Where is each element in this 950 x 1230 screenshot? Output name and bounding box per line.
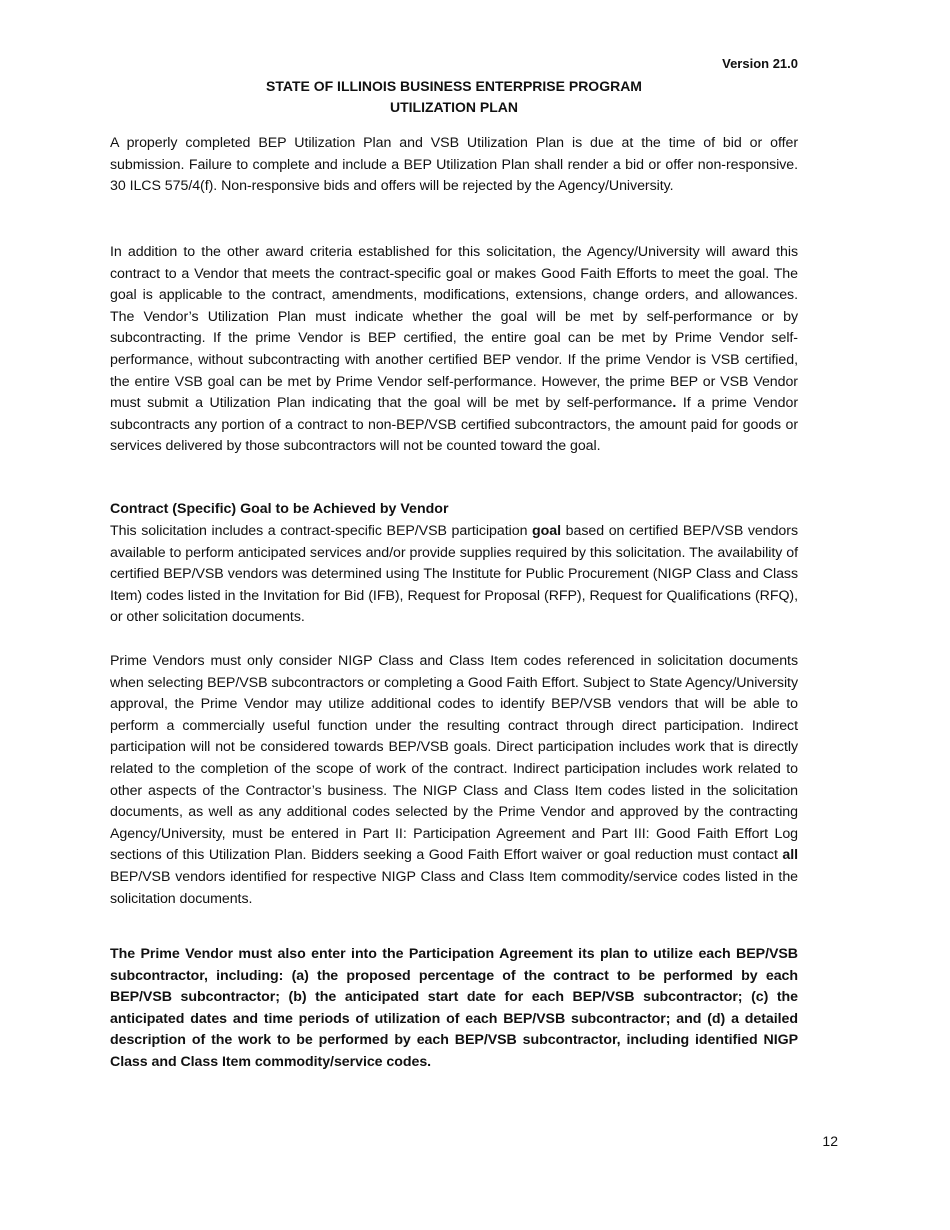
title-line-1: STATE OF ILLINOIS BUSINESS ENTERPRISE PROGRAM	[266, 78, 642, 94]
award-criteria-paragraph	[110, 242, 798, 458]
document-title	[110, 76, 798, 118]
nigp-codes-paragraph	[110, 651, 798, 910]
participation-agreement-paragraph: The Prime Vendor must also enter into the Participation Agreement its plan to utilize each BEP/VSB subcontractor, including: (a) the proposed percentage of the contract to be performed by each BEP/VSB subcontractor; (b) the anticipated start date for each BEP/VSB subcontractor; (c) the anticipated dates and time periods of utilization of each BEP/VSB subcontractor; and (d) a detailed description of the work to be performed by each BEP/VSB subcontractor, including identified NIGP Class and Class Item commodity/service codes.	[110, 946, 798, 1070]
award-criteria-text-b: If a prime Vendor subcontracts any portion of a contract to non-BEP/VSB certified subcontractors, the amount paid for goods or services delivered by those subcontractors will not be counted toward the goal.	[110, 395, 798, 455]
nigp-codes-text-b: BEP/VSB vendors identified for respective NIGP Class and Class Item commodity/service codes listed in the solicitation documents.	[110, 868, 798, 907]
contract-goal-text-b: based on certified BEP/VSB vendors available to perform anticipated services and/or provide supplies required by this solicitation. The availability of certified BEP/VSB vendors was determined using The Institute for Public Procurement (NIGP Class and Class Item) codes listed in the Invitation for Bid (IFB), Request for Proposal (RFP), Request for Qualifications (RFQ), or other solicitation documents.	[110, 523, 798, 626]
title-line-2: UTILIZATION PLAN	[389, 99, 519, 115]
nigp-codes-text-a: Prime Vendors must only consider NIGP Class and Class Item codes referenced in solicitation documents when selecting BEP/VSB subcontractors or completing a Good Faith Effort. Subject to State Agency/University approval, the Prime Vendor may utilize additional codes to identify BEP/VSB vendors that will be able to perform a commercially useful function under the resulting contract through direct participation. Indirect participation will not be considered towards BEP/VSB goals. Direct participation includes work that is directly related to the completion of the scope of work of the contract. Indirect participation includes work related to other aspects of the Contractor’s business. The NIGP Class and Class Item codes listed in the solicitation documents, as well as any additional codes selected by the Prime Vendor and approved by the contracting Agency/University, must be entered in Part II: Participation Agreement and Part III: Good Faith Effort Log sections of this Utilization Plan. Bidders seeking a Good Faith Effort waiver or goal reduction must contact	[110, 653, 798, 864]
section-heading: Contract (Specific) Goal to be Achieved by Vendor	[110, 501, 449, 517]
award-criteria-text-a: In addition to the other award criteria established for this solicitation, the Agency/University will award this contract to a Vendor that meets the contract-specific goal or makes Good Faith Efforts to meet the goal. The goal is applicable to the contract, amendments, modifications, extensions, change orders, and allowances. The Vendor’s Utilization Plan must indicate whether the goal will be met by self-performance or by subcontracting. If the prime Vendor is BEP certified, the entire goal can be met by Prime Vendor self-performance, without subcontracting with another certified BEP vendor. If the prime Vendor is VSB certified, the entire VSB goal can be met by Prime Vendor self-performance. However, the prime BEP or VSB Vendor must submit a Utilization Plan indicating that the goal will be met by self-performance	[110, 244, 798, 412]
contract-goal-bold: goal	[532, 523, 562, 539]
page-number: 12	[822, 1133, 838, 1149]
version-label: Version 21.0	[722, 56, 798, 71]
contract-goal-text-a: This solicitation includes a contract-specific BEP/VSB participation	[110, 523, 533, 539]
nigp-codes-bold: all	[782, 847, 798, 864]
intro-paragraph: A properly completed BEP Utilization Plan and VSB Utilization Plan is due at the time of bid or offer submission. Failure to complete and include a BEP Utilization Plan shall render a bid or offer non-responsive. 30 ILCS 575/4(f). Non-responsive bids and offers will be rejected by the Agency/University.	[110, 135, 798, 195]
contract-goal-paragraph	[110, 521, 798, 629]
award-criteria-bold-period: .	[672, 395, 677, 412]
